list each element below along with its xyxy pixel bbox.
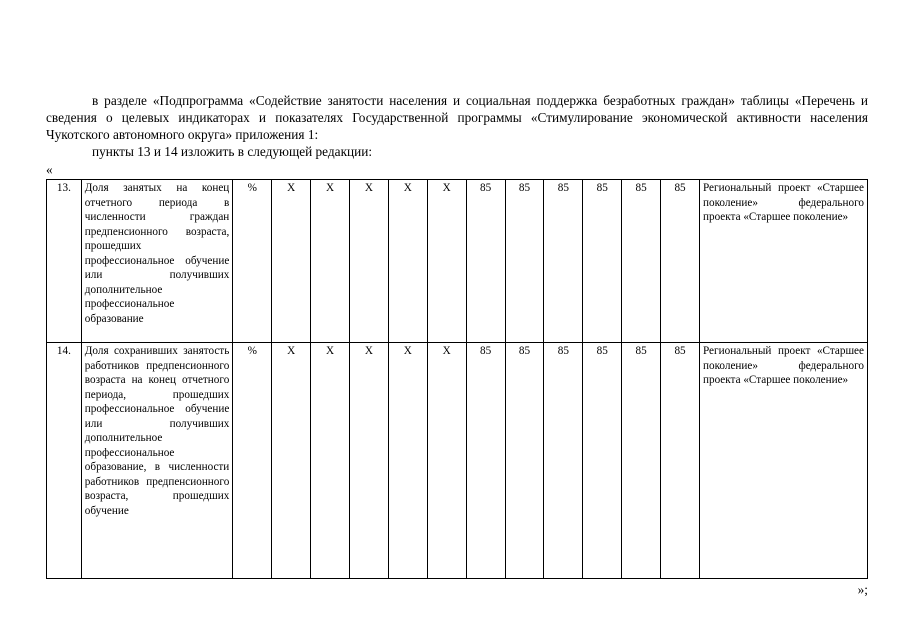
value-cell: 85 bbox=[466, 343, 505, 579]
value-cell: Х bbox=[427, 180, 466, 343]
value-cell: 85 bbox=[622, 180, 661, 343]
value-cell: 85 bbox=[505, 343, 544, 579]
value-cell: 85 bbox=[661, 343, 700, 579]
value-cell: Х bbox=[272, 180, 311, 343]
value-cell: 85 bbox=[544, 343, 583, 579]
table-row bbox=[47, 343, 868, 579]
intro-item-line: пункты 13 и 14 изложить в следующей редакции: bbox=[92, 144, 373, 159]
unit-cell: % bbox=[233, 343, 272, 579]
intro-paragraph: в разделе «Подпрограмма «Содействие занятости населения и социальная поддержка безработных граждан» таблицы «Перечень и сведения о целевых индикаторах и показателях Государственной программы «Стимулирование экономической активности населения Чукотского автономного округа» приложения 1: bbox=[46, 93, 868, 142]
row-number: 13. bbox=[47, 180, 82, 343]
value-cell: 85 bbox=[622, 343, 661, 579]
closing-quote: »; bbox=[857, 582, 868, 597]
value-cell: 85 bbox=[544, 180, 583, 343]
value-cell: 85 bbox=[583, 180, 622, 343]
table-row bbox=[47, 180, 868, 343]
value-cell: Х bbox=[388, 180, 427, 343]
value-cell: 85 bbox=[583, 343, 622, 579]
value-cell: Х bbox=[349, 343, 388, 579]
value-cell: Х bbox=[349, 180, 388, 343]
intro-text bbox=[46, 92, 868, 160]
value-cell: 85 bbox=[661, 180, 700, 343]
value-cell: 85 bbox=[466, 180, 505, 343]
value-cell: Х bbox=[427, 343, 466, 579]
unit-cell: % bbox=[233, 180, 272, 343]
opening-quote: « bbox=[46, 162, 53, 177]
value-cell: Х bbox=[311, 343, 350, 579]
indicator-name: Доля занятых на конец отчетного периода в численности граждан предпенсионного возраста, прошедших профессиональное обучение или получивших дополнительное профессиональное образование bbox=[81, 180, 233, 343]
project-cell: Региональный проект «Старшее поколение» федерального проекта «Старшее поколение» bbox=[699, 180, 867, 343]
project-cell: Региональный проект «Старшее поколение» федерального проекта «Старшее поколение» bbox=[699, 343, 867, 579]
value-cell: Х bbox=[388, 343, 427, 579]
value-cell: Х bbox=[311, 180, 350, 343]
row-number: 14. bbox=[47, 343, 82, 579]
indicators-table bbox=[46, 179, 868, 579]
value-cell: Х bbox=[272, 343, 311, 579]
indicator-name: Доля сохранивших занятость работников предпенсионного возраста на конец отчетного периода, прошедших профессиональное обучение или получивших дополнительное профессиональное образование, в численности работников предпенсионного возраста, прошедших обучение bbox=[81, 343, 233, 579]
value-cell: 85 bbox=[505, 180, 544, 343]
